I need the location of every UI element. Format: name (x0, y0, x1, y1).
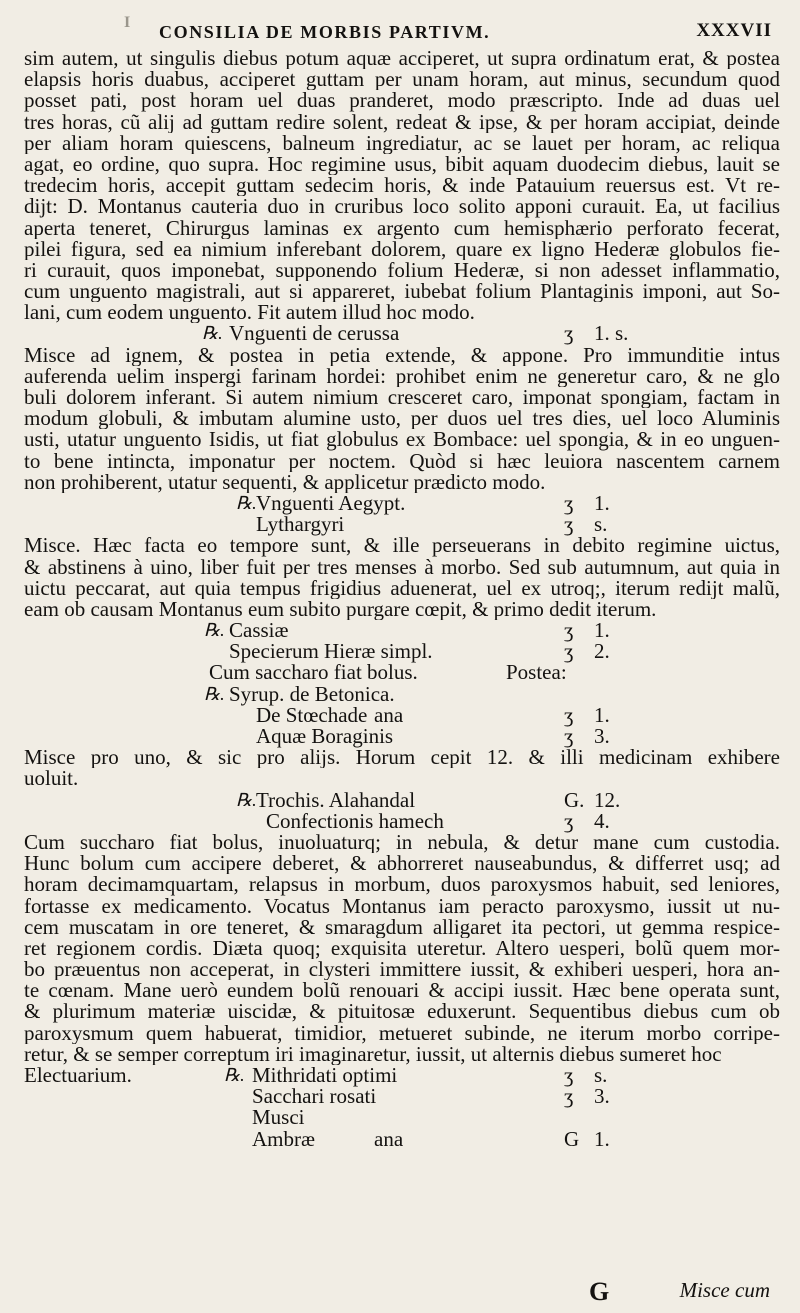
ingredient-name: Sacchari rosati (252, 1084, 377, 1109)
recipe-symbol: ℞. (204, 620, 225, 641)
quantity: s. (594, 512, 608, 537)
quantity: 4. (594, 808, 610, 833)
unit-symbol: ʒ (564, 724, 574, 748)
unit-symbol: ʒ (564, 639, 574, 664)
recipe-row (24, 808, 780, 833)
ingredient-name: Aquæ Boraginis (256, 724, 394, 748)
ingredient-name: Mithridati optimi (252, 1063, 398, 1087)
text-line: non prohiberent, utatur sequenti, & applicetur prædicto modo. (24, 471, 546, 493)
ingredient-name: Syrup. de Betonica. (229, 681, 395, 706)
ingredient-name: Lythargyri (256, 512, 345, 537)
text-line: cum unguento magistrali, aut si appareret, iubebat folium Plantaginis imponi, aut So- (24, 281, 780, 303)
recipe-row (24, 1107, 780, 1128)
unit-symbol: ʒ (564, 490, 574, 515)
unit-symbol: ʒ (564, 618, 574, 643)
text-line: Misce. Hæc facta eo tempore sunt, & ille perseuerans in debito regimine uictus, (24, 535, 780, 557)
ana-mark: ana (374, 702, 404, 727)
ingredient-name: Confectionis hamech (266, 808, 444, 833)
text-line: buli dolorem inferant. Si autem nimium cresceret caro, imponat spongiam, factam in (24, 387, 780, 409)
unit-symbol: ʒ (564, 1063, 574, 1087)
ingredient-name: Vnguenti de cerussa (229, 321, 400, 346)
text-line: bo præuentus non acceperat, in clysteri immittere iussit, & exhiberi uesperi, hora an- (24, 959, 780, 981)
recipe-row (24, 641, 780, 662)
ingredient-name: Cassiæ (229, 618, 289, 643)
recipe-row (24, 1065, 780, 1086)
text-line: & abstinens à uino, liber fuit per tres menses à morbo. Sed sub autumnum, aut quia in (24, 556, 780, 578)
page-body (24, 48, 780, 1150)
recipe-row (24, 726, 780, 747)
text-line: uoluit. (24, 768, 79, 790)
text-line: uictu peccarat, aut quia tempus frigidius aduenerat, uel ex utroq;, iterum redijt malũ, (24, 577, 780, 599)
folio-number: XXXVII (696, 20, 772, 41)
ingredient-name: Trochis. Alahandal (256, 787, 416, 812)
unit-symbol: G (564, 1126, 580, 1151)
recipe-row (24, 620, 780, 641)
unit-symbol: ʒ (564, 1084, 574, 1109)
recipe-row (24, 1086, 780, 1107)
recipe-row (24, 1126, 780, 1151)
text-line: auferenda uelim inspergi farinam hordei: prohibet enim ne generetur caro, & ne glo (24, 365, 780, 387)
text-line: & plurimum materiæ uiscidæ, & pituitosæ eduxerunt. Sequentibus diebus cum ob (24, 1001, 780, 1023)
unit-symbol: ʒ (564, 512, 574, 537)
text-line: tres horas, cũ alij ad guttam redire solent, redeat & ipse, & per horam accipiat, deinde (24, 111, 780, 133)
quantity: 12. (594, 787, 621, 812)
recipe-symbol: ℞. (202, 323, 223, 344)
unit-symbol: ʒ (564, 321, 574, 346)
recipe-row (24, 787, 780, 812)
ingredient-name: Ambræ (252, 1126, 315, 1151)
text-line: sim autem, ut singulis diebus potum aquæ acciperet, ut supra ordinatum erat, & postea (24, 48, 780, 70)
recipe-lead: Electuarium. (24, 1063, 132, 1087)
unit-symbol: ʒ (564, 702, 574, 727)
text-line: fortasse ex medicamento. Vocatus Montanus iam peracto paroxysmo, iussit ut nu- (24, 895, 780, 917)
text-line: eam ob causam Montanus eum subito purgare cœpit, & primo dedit iterum. (24, 598, 657, 621)
text-line: posset pati, post horam uel duas pranderet, modo præscripto. Inde ad duas uel (24, 90, 780, 112)
quantity: 1. (594, 1126, 610, 1151)
text-line: pilei figura, sed ea nimium inferebant dolorem, quare ex ligno Hederæ globulos fie- (24, 238, 780, 260)
text-line: modum globuli, & imbutam alumine usto, per duos uel tres dies, uel loco Aluminis (24, 408, 780, 430)
text-line: tredecim horis, accepit guttam sedecim horis, & inde Patauium reuersus est. Vt re- (24, 175, 780, 197)
text-line: ret regionem cordis. Diæta quoq; exquisita uteretur. Altero uesperi, bolũ quem mor- (24, 937, 780, 960)
ingredient-name: De Stœchade (256, 702, 368, 727)
recipe-row (24, 702, 780, 727)
bolus-line (24, 662, 780, 683)
recipe-row (24, 323, 780, 344)
text-line: Misce ad ignem, & postea in petia extende, & appone. Pro immunditie intus (24, 344, 780, 366)
recipe-symbol: ℞. (204, 683, 225, 704)
text-line: aperta teneret, Chirurgus laminas ex argento cum hemisphærio perforato fecerat, (24, 217, 780, 239)
text-line: Cum succharo fiat bolus, inuoluaturq; in nebula, & detur mane cum custodia. (24, 831, 780, 854)
quantity: 2. (594, 639, 610, 664)
quantity: 3. (594, 1084, 610, 1109)
recipe-row (24, 490, 780, 515)
quantity: s. (594, 1063, 608, 1087)
text-line: per aliam horam quiescens, balneum ingrediatur, ac se lauet per horam, ac reliqua (24, 132, 780, 154)
text-line: Hunc bolum cum accipere deberet, & abhorreret nauseabundus, & differret usq; ad (24, 853, 780, 875)
text-line: retur, & se semper correptum iri imaginaretur, iussit, ut alternis diebus sumeret hoc (24, 1043, 722, 1065)
text-line: dijt: D. Montanus cauteria duo in cruribus loco solito apponi curauit. Ea, ut facilius (24, 196, 780, 218)
recipe-symbol: ℞. (224, 1065, 245, 1085)
text-line: te cœnam. Mane uerò eundem bolũ renouari & accipi iussit. Hæc bene operata sunt, (24, 980, 780, 1002)
unit-symbol: G. (564, 787, 585, 812)
ingredient-name: Vnguenti Aegypt. (256, 490, 406, 515)
text-line: ri curauit, quos imponebat, supponendo folium Hederæ, si non adesset inflammatio, (24, 259, 780, 282)
header-mark: I (124, 14, 132, 31)
quantity: 1. (594, 490, 610, 515)
running-header (24, 0, 780, 48)
bolus-text: Cum saccharo fiat bolus. (209, 660, 418, 685)
quantity: 1. (594, 702, 610, 727)
text-line: lani, cum eodem unguento. Fit autem illud hoc modo. (24, 302, 475, 324)
text-line: paroxysmum quem habuerat, timidior, metueret subinde, ne iterum morbo corripe- (24, 1022, 780, 1044)
page-title: CONSILIA DE MORBIS PARTIVM. (159, 22, 491, 42)
text-line: horam decimamquartam, relapsus in morbum, duos paroxysmos habuit, sed leniores, (24, 874, 780, 896)
text-line: agat, eo ordine, quo supra. Hoc regimine usus, bibit aquam duodecim diebus, lauit se (24, 153, 780, 176)
quantity: 3. (594, 724, 610, 748)
ingredient-name: Musci (252, 1105, 305, 1130)
ingredient-name: Specierum Hieræ simpl. (229, 639, 433, 664)
text-line: usti, utatur unguento Isidis, ut fiat globulus ex Bombace: uel spongia, & in eo unguen- (24, 429, 780, 451)
text-line: cem muscatam in ore teneret, & smaragdum alligaret ita pectori, ut gemma respice- (24, 916, 780, 938)
recipe-symbol: ℞. (236, 492, 257, 513)
text-line: Misce pro uno, & sic pro alijs. Horum cepit 12. & illi medicinam exhibere (24, 747, 780, 769)
text-line: elapsis horis duabus, acciperet guttam per unam horam, aut minus, secundum quod (24, 69, 780, 91)
postea-text: Postea: (506, 660, 567, 685)
catch-letter: G (589, 1277, 610, 1306)
recipe-row (24, 514, 780, 535)
catchword: Misce cum (679, 1278, 770, 1302)
recipe-row (24, 681, 780, 706)
ana-mark: ana (374, 1126, 404, 1151)
recipe-symbol: ℞. (236, 789, 257, 810)
text-line: to bene intincta, imponatur per noctem. Quòd si hæc leuiora nascentem carnem (24, 450, 780, 472)
unit-symbol: ʒ (564, 808, 574, 833)
quantity: 1. s. (594, 321, 629, 346)
quantity: 1. (594, 618, 610, 643)
